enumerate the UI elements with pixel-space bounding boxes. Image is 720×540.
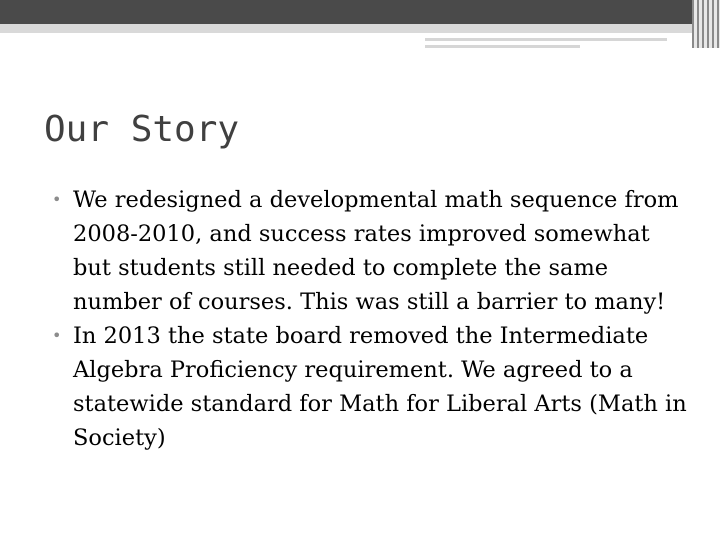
bullet-list <box>52 183 692 455</box>
header-accent-line-short <box>425 45 580 48</box>
corner-stripes-decoration <box>692 0 720 48</box>
header-band <box>0 0 720 24</box>
bullet-text: We redesigned a developmental math sequence from 2008-2010, and success rates improved somewhat but students still needed to complete the same number of courses. This was still a barrier to many! <box>73 187 679 315</box>
bullet-item <box>52 319 692 455</box>
header-accent-line <box>425 38 667 41</box>
bullet-dot-icon: • <box>52 190 62 209</box>
bullet-dot-icon: • <box>52 326 62 345</box>
bullet-item <box>52 183 692 319</box>
header-band-shadow <box>0 24 720 33</box>
bullet-text: In 2013 the state board removed the Intermediate Algebra Proficiency requirement. We agreed to a statewide standard for Math for Liberal Arts (Math in Society) <box>73 323 687 451</box>
slide-title: Our Story <box>44 109 240 150</box>
